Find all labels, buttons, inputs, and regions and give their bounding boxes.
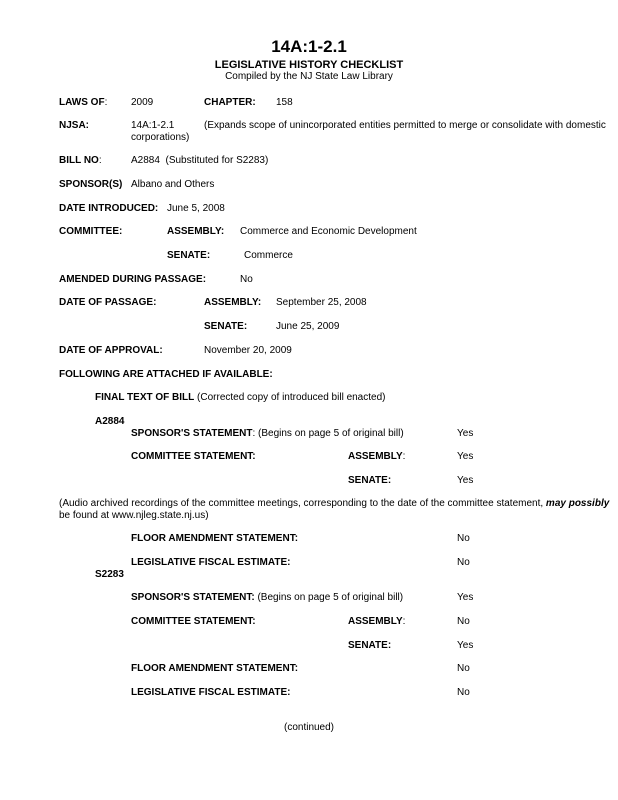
committee-senate-value: Commerce — [244, 250, 293, 261]
committee-label: COMMITTEE: — [59, 226, 123, 237]
amended-label: AMENDED DURING PASSAGE: — [59, 274, 207, 285]
a2884-assembly-label: ASSEMBLY: — [348, 451, 406, 462]
passage-assembly-value: September 25, 2008 — [276, 297, 367, 308]
s2283-fiscal-value: No — [457, 687, 470, 698]
laws-of-label: LAWS OF: — [59, 97, 108, 108]
passage-senate-value: June 25, 2009 — [276, 321, 340, 332]
page-citation: 14A:1-2.1 — [271, 37, 347, 56]
committee-assembly-value: Commerce and Economic Development — [240, 226, 417, 237]
date-of-passage-label: DATE OF PASSAGE: — [59, 297, 157, 308]
date-of-approval-label: DATE OF APPROVAL: — [59, 345, 163, 356]
page-subtitle: Compiled by the NJ State Law Library — [225, 71, 393, 82]
attached-heading: FOLLOWING ARE ATTACHED IF AVAILABLE: — [59, 369, 273, 380]
continued-note: (continued) — [283, 722, 335, 733]
a2884-fiscal-label: LEGISLATIVE FISCAL ESTIMATE: — [131, 557, 291, 568]
date-introduced-value: June 5, 2008 — [167, 203, 225, 214]
final-text-row: FINAL TEXT OF BILL (Corrected copy of introduced bill enacted) — [95, 392, 386, 403]
s2283-floor-label: FLOOR AMENDMENT STATEMENT: — [131, 663, 299, 674]
audio-note-line2: be found at www.njleg.state.nj.us) — [59, 510, 209, 521]
chapter-value: 158 — [276, 97, 293, 108]
njsa-note-line2: corporations) — [131, 132, 190, 143]
sponsors-value: Albano and Others — [131, 179, 215, 190]
committee-senate-label: SENATE: — [167, 250, 211, 261]
passage-assembly-label: ASSEMBLY: — [204, 297, 262, 308]
s2283-floor-value: No — [457, 663, 470, 674]
committee-assembly-label: ASSEMBLY: — [167, 226, 225, 237]
bill-a2884-label: A2884 — [95, 416, 125, 427]
a2884-floor-value: No — [457, 533, 470, 544]
page-title: LEGISLATIVE HISTORY CHECKLIST — [214, 59, 404, 71]
njsa-label: NJSA: — [59, 120, 90, 131]
s2283-senate-label: SENATE: — [348, 640, 392, 651]
s2283-committee-label: COMMITTEE STATEMENT: — [131, 616, 256, 627]
s2283-senate-value: Yes — [457, 640, 474, 651]
a2884-assembly-value: Yes — [457, 451, 474, 462]
laws-of-value: 2009 — [131, 97, 154, 108]
audio-note-line1: (Audio archived recordings of the committee meetings, corresponding to the date of the committee statement, may possibly — [59, 498, 610, 509]
bill-no-value: A2884 (Substituted for S2283) — [131, 155, 269, 166]
s2283-assembly-value: No — [457, 616, 470, 627]
date-introduced-label: DATE INTRODUCED: — [59, 203, 159, 214]
a2884-committee-label: COMMITTEE STATEMENT: — [131, 451, 256, 462]
bill-no-label: BILL NO: — [59, 155, 102, 166]
amended-value: No — [240, 274, 253, 285]
chapter-label: CHAPTER: — [204, 97, 256, 108]
a2884-sponsor-value: Yes — [457, 428, 474, 439]
date-of-approval-value: November 20, 2009 — [204, 345, 292, 356]
s2283-assembly-label: ASSEMBLY: — [348, 616, 406, 627]
s2283-sponsor-statement: SPONSOR'S STATEMENT: (Begins on page 5 of original bill) — [131, 592, 404, 603]
sponsors-label: SPONSOR(S) — [59, 179, 123, 190]
s2283-fiscal-label: LEGISLATIVE FISCAL ESTIMATE: — [131, 687, 291, 698]
a2884-fiscal-value: No — [457, 557, 470, 568]
njsa-value: 14A:1-2.1 — [131, 120, 175, 131]
s2283-sponsor-value: Yes — [457, 592, 474, 603]
a2884-senate-value: Yes — [457, 475, 474, 486]
bill-s2283-label: S2283 — [95, 569, 124, 580]
a2884-sponsor-statement: SPONSOR'S STATEMENT: (Begins on page 5 of original bill) — [131, 428, 404, 439]
a2884-floor-label: FLOOR AMENDMENT STATEMENT: — [131, 533, 299, 544]
passage-senate-label: SENATE: — [204, 321, 248, 332]
njsa-note-line1: (Expands scope of unincorporated entities permitted to merge or consolidate with domestic — [204, 120, 606, 131]
a2884-senate-label: SENATE: — [348, 475, 392, 486]
